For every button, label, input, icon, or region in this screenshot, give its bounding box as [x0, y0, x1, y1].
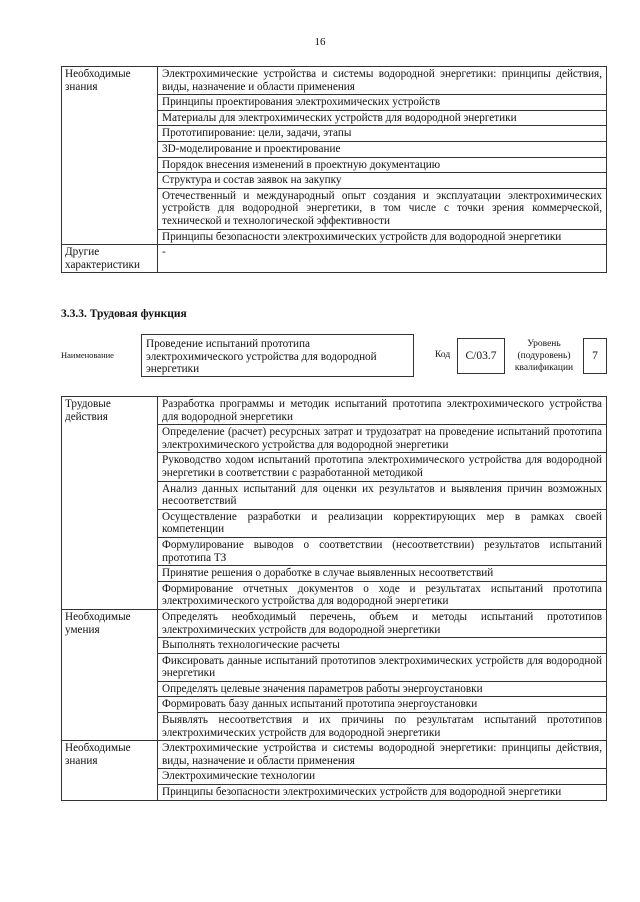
skill-label: Необходимые умения [62, 609, 158, 740]
knowledge-item: Прототипирование: цели, задачи, этапы [158, 126, 607, 142]
knowledge-item: Электрохимические устройства и системы водородной энергетики: принципы действия, виды, назначение и области применения [158, 67, 607, 95]
labor-action-item: Формулирование выводов о соответствии (несоответствии) результатов испытаний прототипа ТЗ [158, 537, 607, 565]
knowledge-table-body [62, 67, 607, 273]
skill-item: Формировать базу данных испытаний прототипа энергоустановки [158, 697, 607, 713]
labor-function-table-body [62, 397, 607, 801]
level-field: 7 [583, 338, 607, 374]
knowledge-bottom-item: Принципы безопасности электрохимических устройств для водородной энергетики [158, 785, 607, 801]
section-title: 3.3.3. Трудовая функция [61, 308, 187, 320]
skill-item: Выявлять несоответствия и их причины по результатам испытаний прототипов электрохимических устройств для водородной энергетики [158, 713, 607, 741]
labor-action-item: Анализ данных испытаний для оценки их результатов и выявления причин возможных несоответствий [158, 481, 607, 509]
skill-row [62, 609, 607, 637]
skill-item: Выполнять технологические расчеты [158, 638, 607, 654]
labor-action-item: Осуществление разработки и реализации корректирующих мер в рамках своей компетенции [158, 509, 607, 537]
labor-action-item: Руководство ходом испытаний прототипа электрохимического устройства для водородной энергетики в соответствии с разработанной методикой [158, 453, 607, 481]
name-label: Наименование [61, 350, 114, 360]
labor-action-item: Разработка программы и методик испытаний прототипа электрохимического устройства для водородной энергетики [158, 397, 607, 425]
knowledge-item: 3D-моделирование и проектирование [158, 141, 607, 157]
labor-action-item: Принятие решения о доработке в случае выявленных несоответствий [158, 566, 607, 582]
knowledge-bottom-item: Электрохимические устройства и системы водородной энергетики: принципы действия, виды, назначение и области применения [158, 741, 607, 769]
knowledge-bottom-label: Необходимые знания [62, 741, 158, 800]
level-label: Уровень (подуровень) квалификации [514, 339, 574, 373]
page-number: 16 [314, 36, 326, 48]
knowledge-bottom-row [62, 741, 607, 769]
labor-action-item: Определение (расчет) ресурсных затрат и трудозатрат на проведение испытаний прототипа электрохимического устройства для водородной энергетики [158, 425, 607, 453]
knowledge-row [62, 67, 607, 95]
knowledge-item: Отечественный и международный опыт создания и эксплуатации электрохимических устройств для водородной энергетики, в том числе с точки зрения коммерческой, технической и технологической эффективности [158, 188, 607, 229]
skill-item: Фиксировать данные испытаний прототипов электрохимических устройств для водородной энергетики [158, 653, 607, 681]
skill-item: Определять необходимый перечень, объем и методы испытаний прототипов электрохимических устройств для водородной энергетики [158, 609, 607, 637]
function-name-field: Проведение испытаний прототипа электрохимического устройства для водородной энергетики [141, 334, 414, 377]
other-characteristics-item: - [158, 245, 607, 273]
knowledge-label: Необходимые знания [62, 67, 158, 245]
other-characteristics-row [62, 245, 607, 273]
knowledge-item: Принципы безопасности электрохимических устройств для водородной энергетики [158, 229, 607, 245]
knowledge-item: Структура и состав заявок на закупку [158, 173, 607, 189]
knowledge-item: Принципы проектирования электрохимических устройств [158, 95, 607, 111]
knowledge-item: Порядок внесения изменений в проектную документацию [158, 157, 607, 173]
code-field: С/03.7 [457, 338, 505, 374]
skill-item: Определять целевые значения параметров работы энергоустановки [158, 681, 607, 697]
labor-function-table [61, 396, 607, 801]
code-label: Код [435, 350, 451, 360]
knowledge-bottom-item: Электрохимические технологии [158, 769, 607, 785]
labor-action-item: Формирование отчетных документов о ходе и результатах испытаний прототипа электрохимического устройства для водородной энергетики [158, 581, 607, 609]
labor-action-row [62, 397, 607, 425]
knowledge-item: Материалы для электрохимических устройств для водородной энергетики [158, 110, 607, 126]
labor-action-label: Трудовые действия [62, 397, 158, 610]
other-characteristics-label: Другие характеристики [62, 245, 158, 273]
knowledge-table [61, 66, 607, 273]
